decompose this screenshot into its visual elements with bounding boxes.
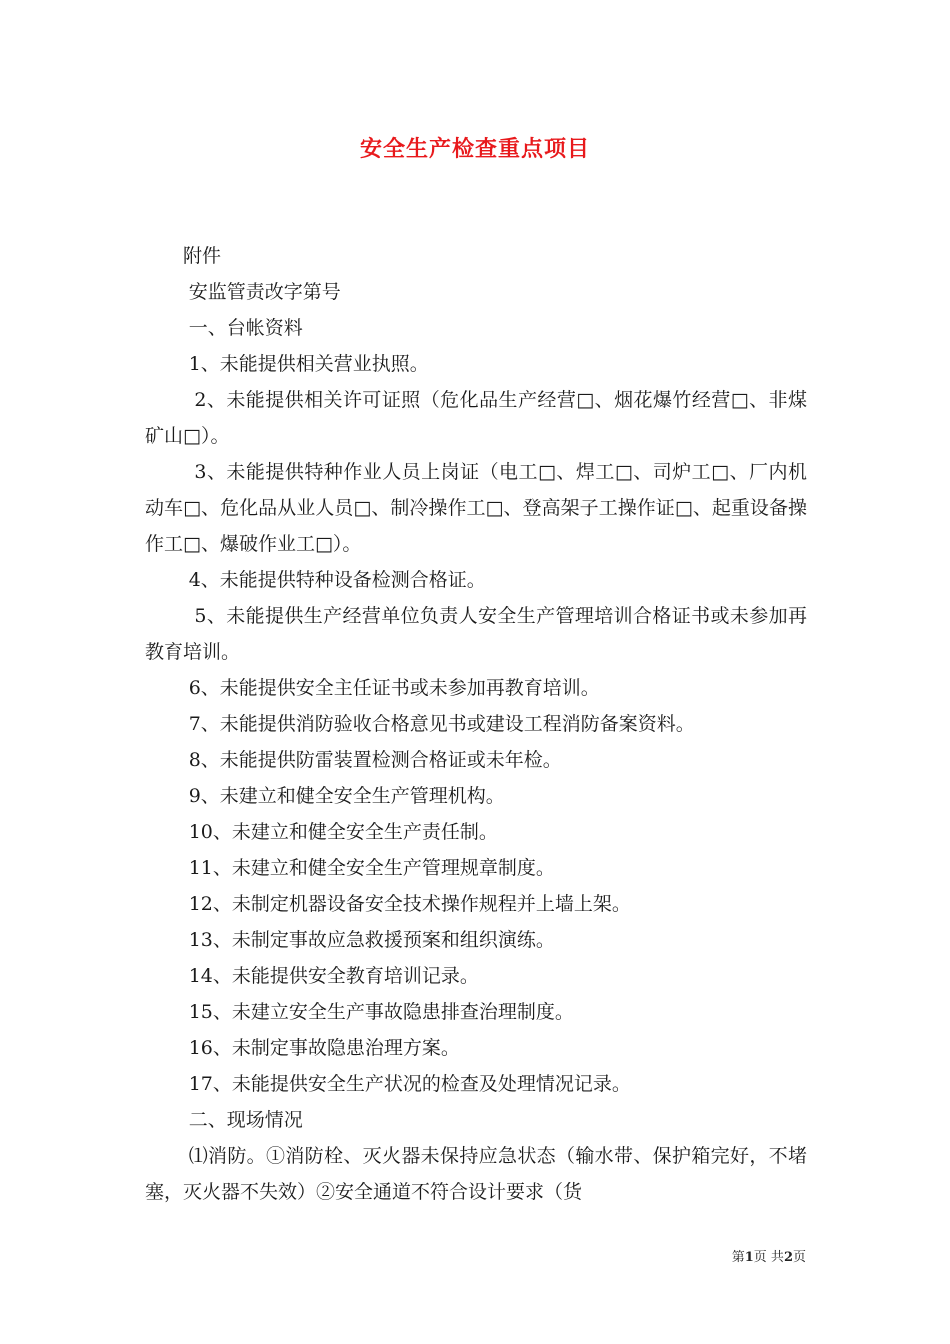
list-item: 5、未能提供生产经营单位负责人安全生产管理培训合格证书或未参加再教育培训。 [145,605,807,663]
list-item: 8、未能提供防雷装置检测合格证或未年检。 [188,749,562,771]
list-item: 3、未能提供特种作业人员上岗证（电工□、焊工□、司炉工□、厂内机动车□、危化品从业人员□、制冷操作工□、登高架子工操作证□、起重设备操作工□、爆破作业工□）。 [145,461,807,555]
list-item: 13、未制定事故应急救援预案和组织演练。 [188,929,555,951]
footer-total-pages: 2 [783,1250,793,1265]
list-item: 16、未制定事故隐患治理方案。 [188,1037,460,1059]
list-item: 17、未能提供安全生产状况的检查及处理情况记录。 [188,1073,631,1095]
paragraph-doc-number: 安监管责改字第号 [188,281,341,303]
list-item: 7、未能提供消防验收合格意见书或建设工程消防备案资料。 [188,713,695,735]
list-item: 14、未能提供安全教育培训记录。 [188,965,479,987]
list-item: 2、未能提供相关许可证照（危化品生产经营□、烟花爆竹经营□、非煤矿山□）。 [145,389,807,447]
footer-page-number: 1 [744,1250,754,1265]
list-item: 6、未能提供安全主任证书或未参加再教育培训。 [188,677,600,699]
document-body [145,238,807,1210]
paragraph-attachment: 附件 [183,245,222,267]
list-item: 1、未能提供相关营业执照。 [188,353,429,375]
section-heading-1: 一、台帐资料 [188,317,303,339]
list-item: 9、未建立和健全安全生产管理机构。 [188,785,505,807]
list-item: 10、未建立和健全安全生产责任制。 [188,821,498,843]
list-item: 11、未建立和健全安全生产管理规章制度。 [188,857,555,879]
list-item: 15、未建立安全生产事故隐患排查治理制度。 [188,1001,574,1023]
section-heading-2: 二、现场情况 [188,1109,303,1131]
document-title: 安全生产检查重点项目 [359,136,590,162]
footer-middle: 页 共 [753,1250,784,1265]
footer-suffix: 页 [792,1250,806,1265]
list-item: 4、未能提供特种设备检测合格证。 [188,569,486,591]
paragraph-fire-safety: ⑴消防。①消防栓、灭火器未保持应急状态（输水带、保护箱完好，不堵塞，灭火器不失效）②安全通道不符合设计要求（货 [145,1145,807,1203]
page-footer [0,1246,806,1265]
footer-prefix: 第 [731,1250,745,1265]
list-item: 12、未制定机器设备安全技术操作规程并上墙上架。 [188,893,631,915]
